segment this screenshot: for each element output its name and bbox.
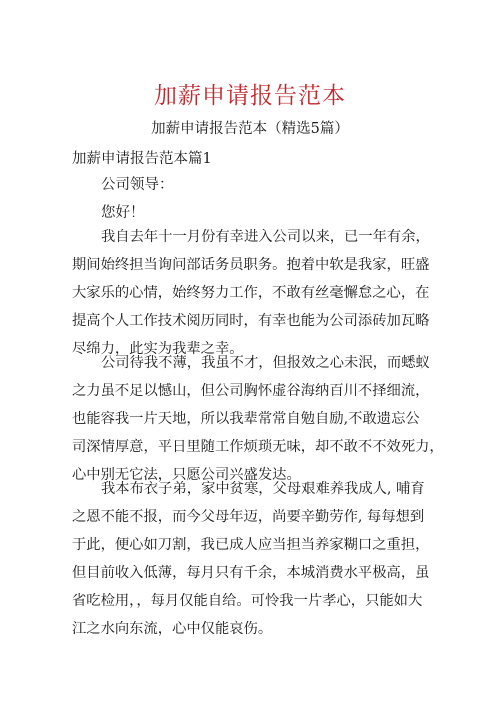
paragraph-3	[72, 475, 432, 643]
paragraph-line: 之力虽不足以憾山，但公司胸怀虚谷海纳百川不择细流，	[72, 383, 430, 399]
paragraph-line: 司深情厚意，平日里随工作烦琐无味，却不敢不不效死力，	[72, 439, 444, 455]
paragraph-line: 尽绵力，此实为我辈之幸。	[72, 341, 244, 357]
greeting-line: 公司领导：	[101, 177, 174, 193]
paragraph-line: 期间始终担当询问部话务员职务。抱着中软是我家，旺盛	[72, 257, 430, 273]
document-title: 加薪申请报告范本	[154, 83, 346, 109]
paragraph-line: 我自去年十一月份有幸进入公司以来，已一年有余，	[101, 229, 430, 245]
paragraph-line: 但目前收入低薄，每月只有千余，本城消费水平极高，虽	[72, 565, 430, 581]
section-heading: 加薪申请报告范本篇1	[72, 151, 212, 167]
hello-line: 您好！	[101, 205, 145, 221]
paragraph-line: 省吃检用，，每月仅能自给。可怜我一片孝心，只能如大	[72, 593, 423, 609]
document-subtitle: 加薪申请报告范本（精选5篇）	[151, 121, 349, 137]
paragraph-line: 提高个人工作技术阅历同时，有幸也能为公司添砖加瓦略	[72, 313, 430, 329]
paragraph-line: 之恩不能不报，而今父母年迈，尚要辛勤劳作, 每每想到	[72, 509, 425, 525]
paragraph-line: 心中别无它法，只愿公司兴盛发达。	[72, 467, 301, 483]
paragraph-line: 江之水向东流，心中仅能哀伤。	[72, 621, 273, 637]
paragraph-line: 于此，便心如刀割，我已成人应当担当养家糊口之重担，	[72, 537, 430, 553]
paragraph-1	[72, 223, 432, 363]
paragraph-2	[72, 349, 444, 489]
paragraph-line: 大家乐的心情，始终努力工作，不敢有丝毫懈怠之心，在	[72, 285, 430, 301]
paragraph-line: 我本布衣子弟，家中贫寒，父母艰难养我成人, 哺育	[101, 481, 425, 497]
paragraph-line: 也能容我一片天地，所以我辈常常自勉自励,不敢遗忘公	[72, 411, 420, 427]
paragraph-line: 公司待我不薄，我虽不才，但报效之心未泯，而蟋蚁	[101, 355, 430, 371]
